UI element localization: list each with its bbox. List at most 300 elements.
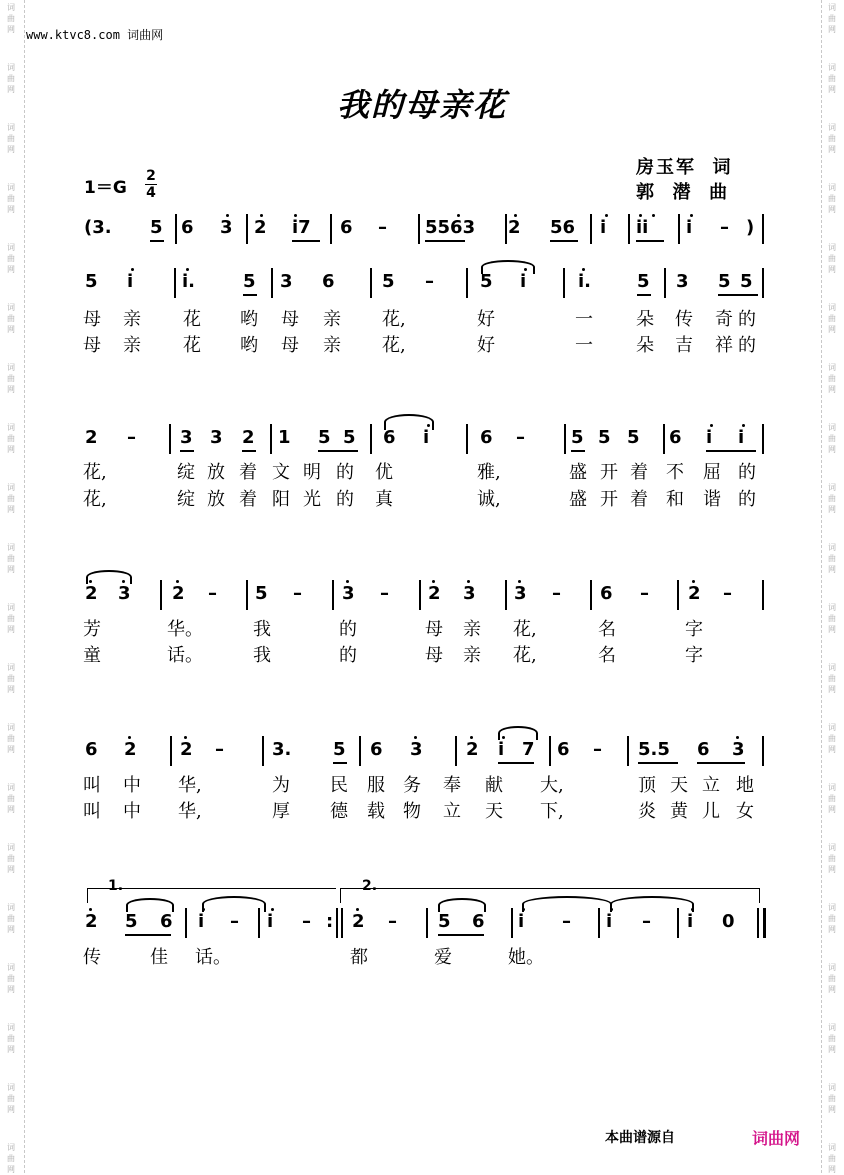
slur-tie	[481, 260, 535, 274]
volta-label-2: 2.	[362, 878, 378, 894]
note: 3	[514, 583, 527, 604]
note: i.	[182, 271, 196, 292]
note: 6	[557, 739, 570, 760]
lyric: 立	[702, 775, 720, 796]
slur-tie	[610, 896, 694, 912]
lyric: 真	[375, 489, 393, 510]
octave-dot	[736, 736, 739, 739]
lyric: 献	[485, 775, 503, 796]
lyric: 亲	[123, 335, 141, 356]
octave-dot	[710, 424, 713, 427]
octave-dot	[690, 214, 693, 217]
note: –	[642, 911, 651, 932]
barline	[419, 580, 421, 610]
note: –	[723, 583, 732, 604]
lyric: 童	[83, 645, 101, 666]
slur-tie	[126, 898, 174, 912]
lyric: 的	[339, 619, 357, 640]
note: 7	[522, 739, 535, 760]
barline	[505, 214, 507, 244]
intro-note: 5563	[425, 217, 476, 238]
barline	[664, 268, 666, 298]
slur-tie	[438, 898, 486, 912]
lyric: 女	[736, 801, 754, 822]
underline-beam	[718, 294, 758, 296]
lyric: 花,	[83, 489, 107, 510]
intro-note: ii	[636, 217, 649, 238]
lyric: 传	[83, 947, 101, 968]
lyric: 盛	[569, 462, 587, 483]
note: 5	[255, 583, 268, 604]
lyric: 的	[738, 462, 756, 483]
intro-note: i	[686, 217, 693, 238]
lyric: 母	[425, 619, 443, 640]
lyric: 字	[685, 619, 703, 640]
underline-beam	[706, 450, 756, 452]
lyric: 着	[239, 462, 257, 483]
lyric: 优	[375, 462, 393, 483]
lyric: 中	[123, 775, 141, 796]
lyric: 芳	[83, 619, 101, 640]
footer-brand[interactable]: 词曲网	[752, 1129, 801, 1148]
lyric: 开	[600, 489, 618, 510]
watermark-text: 词 曲 网	[828, 1143, 836, 1174]
lyric: 我	[253, 645, 271, 666]
lyric: 的	[738, 489, 756, 510]
lyric: 我	[253, 619, 271, 640]
note: 6	[669, 427, 682, 448]
barline	[564, 424, 566, 454]
underline-beam	[571, 450, 585, 452]
lyric: 绽	[177, 489, 195, 510]
lyric: 母	[281, 335, 299, 356]
lyric: 屈	[703, 462, 721, 483]
lyric: 朵	[636, 335, 654, 356]
note: –	[293, 583, 302, 604]
barline	[455, 736, 457, 766]
note: 2	[85, 583, 98, 604]
watermark-text: 词 曲 网	[828, 423, 836, 454]
watermark-text: 词 曲 网	[828, 663, 836, 694]
lyric: 地	[736, 775, 754, 796]
barline	[332, 580, 334, 610]
lyric: 绽	[177, 462, 195, 483]
lyric: 华,	[178, 775, 202, 796]
slur-tie	[384, 414, 434, 430]
lyric: 载	[367, 801, 385, 822]
lyric: 话。	[195, 947, 231, 968]
watermark-text: 词 曲 网	[7, 1143, 15, 1174]
note: 5	[627, 427, 640, 448]
lyric: 叫	[83, 775, 101, 796]
watermark-text: 词 曲 网	[7, 183, 15, 214]
lyric: 奇	[715, 309, 733, 330]
note: i	[738, 427, 745, 448]
intro-note: (3.	[84, 217, 112, 238]
note: 2	[352, 911, 365, 932]
intro-note: )	[746, 217, 755, 238]
note: 6	[160, 911, 173, 932]
note: 2	[180, 739, 193, 760]
barline	[678, 214, 680, 244]
note: i	[267, 911, 274, 932]
note: 5	[125, 911, 138, 932]
slur-tie	[522, 896, 612, 912]
lyric: 母	[83, 309, 101, 330]
key-signature: 1＝G	[84, 178, 127, 198]
lyric: 花,	[83, 462, 107, 483]
barline	[762, 424, 764, 454]
barline	[466, 424, 468, 454]
right-margin-strip	[821, 0, 844, 1173]
lyric: 母	[281, 309, 299, 330]
lyric: 光	[303, 489, 321, 510]
note: 5	[637, 271, 650, 292]
note: –	[552, 583, 561, 604]
watermark-text: 词 曲 网	[828, 303, 836, 334]
octave-dot	[582, 268, 585, 271]
intro-note: 2	[254, 217, 267, 238]
lyric: 炎	[638, 801, 656, 822]
note: 5	[243, 271, 256, 292]
watermark-text: 词 曲 网	[7, 63, 15, 94]
barline	[677, 580, 679, 610]
note: :	[326, 911, 334, 932]
lyric: 放	[207, 462, 225, 483]
lyric: 顶	[638, 775, 656, 796]
watermark-text: 词 曲 网	[828, 603, 836, 634]
lyric: 物	[403, 801, 421, 822]
note: 6	[322, 271, 335, 292]
lyric: 着	[239, 489, 257, 510]
intro-note: 2	[508, 217, 521, 238]
watermark-text: 词 曲 网	[828, 363, 836, 394]
octave-dot	[414, 736, 417, 739]
octave-dot	[294, 214, 297, 217]
note: 3.	[272, 739, 292, 760]
note: –	[593, 739, 602, 760]
barline	[262, 736, 264, 766]
watermark-text: 词 曲 网	[7, 783, 15, 814]
lyric: 的	[339, 645, 357, 666]
time-denominator: 4	[146, 185, 156, 201]
barline	[330, 214, 332, 244]
underline-beam	[637, 294, 651, 296]
lyric: 佳	[150, 947, 168, 968]
barline	[663, 424, 665, 454]
note: –	[215, 739, 224, 760]
intro-note: 5	[150, 217, 163, 238]
octave-dot	[457, 214, 460, 217]
note: 2	[466, 739, 479, 760]
note: 0	[722, 911, 735, 932]
lyric: 阳	[272, 489, 290, 510]
lyric: 天	[670, 775, 688, 796]
watermark-text: 词 曲 网	[7, 303, 15, 334]
octave-dot	[652, 214, 655, 217]
note: 5	[438, 911, 451, 932]
underline-beam	[242, 450, 256, 452]
lyric: 黄	[670, 801, 688, 822]
octave-dot	[356, 908, 359, 911]
lyric: 服	[367, 775, 385, 796]
underline-beam	[318, 450, 358, 452]
barline	[598, 908, 600, 938]
underline-beam	[636, 240, 664, 242]
lyric: 下,	[540, 801, 564, 822]
note: i	[606, 911, 613, 932]
octave-dot	[514, 214, 517, 217]
watermark-text: 词 曲 网	[828, 3, 836, 34]
intro-note: 6	[340, 217, 353, 238]
barline	[628, 214, 630, 244]
note: 2	[428, 583, 441, 604]
barline	[549, 736, 551, 766]
barline	[169, 424, 171, 454]
watermark-text: 词 曲 网	[828, 483, 836, 514]
note: i	[127, 271, 134, 292]
lyric: 亲	[463, 645, 481, 666]
octave-dot	[186, 268, 189, 271]
note: i	[518, 911, 525, 932]
slur-tie	[498, 726, 538, 740]
lyric: 诚,	[477, 489, 501, 510]
footer-source-label: 本曲谱源自	[605, 1130, 675, 1146]
barline	[762, 736, 764, 766]
barline	[466, 268, 468, 298]
watermark-text: 词 曲 网	[828, 723, 836, 754]
barline	[426, 908, 428, 938]
watermark-text: 词 曲 网	[7, 243, 15, 274]
watermark-text: 词 曲 网	[7, 603, 15, 634]
barline	[762, 580, 764, 610]
watermark-text: 词 曲 网	[7, 843, 15, 874]
note: i.	[578, 271, 592, 292]
watermark-text: 词 曲 网	[7, 123, 15, 154]
lyric: 亲	[123, 309, 141, 330]
lyric: 雅,	[477, 462, 501, 483]
underline-beam	[292, 240, 320, 242]
lyric: 的	[336, 462, 354, 483]
barline	[763, 908, 766, 938]
watermark-text: 词 曲 网	[828, 123, 836, 154]
octave-dot	[271, 908, 274, 911]
barline	[246, 580, 248, 610]
note: 5.5	[638, 739, 670, 760]
lyric: 传	[675, 309, 693, 330]
octave-dot	[226, 214, 229, 217]
octave-dot	[131, 268, 134, 271]
watermark-text: 词 曲 网	[828, 783, 836, 814]
lyric: 和	[666, 489, 684, 510]
barline	[160, 580, 162, 610]
time-signature	[145, 168, 157, 201]
barline	[359, 736, 361, 766]
barline	[175, 214, 177, 244]
note: 5	[598, 427, 611, 448]
note: 2	[124, 739, 137, 760]
intro-note: 56	[550, 217, 576, 238]
lyric: 务	[403, 775, 421, 796]
note: 6	[600, 583, 613, 604]
barline	[258, 908, 260, 938]
note: –	[562, 911, 571, 932]
lyric: 开	[600, 462, 618, 483]
note: 2	[688, 583, 701, 604]
watermark-text: 词 曲 网	[7, 363, 15, 394]
lyric: 为	[272, 775, 290, 796]
lyric: 亲	[463, 619, 481, 640]
note: 3	[410, 739, 423, 760]
lyric: 爱	[434, 947, 452, 968]
underline-beam	[697, 762, 745, 764]
barline	[762, 214, 764, 244]
barline	[341, 908, 343, 938]
lyric: 的	[738, 309, 756, 330]
barline	[370, 268, 372, 298]
octave-dot	[346, 580, 349, 583]
note: 3	[463, 583, 476, 604]
note: 5	[85, 271, 98, 292]
note: 1	[278, 427, 291, 448]
lyric: 哟	[240, 335, 258, 356]
note: 2	[242, 427, 255, 448]
slur-tie	[86, 570, 132, 584]
lyricist-credit: 房玉军 词	[636, 157, 733, 178]
volta-label-1: 1.	[108, 878, 124, 894]
underline-beam	[180, 450, 194, 452]
watermark-text: 词 曲 网	[7, 483, 15, 514]
watermark-text: 词 曲 网	[828, 963, 836, 994]
watermark-text: 词 曲 网	[828, 1083, 836, 1114]
barline	[627, 736, 629, 766]
note: i	[198, 911, 205, 932]
watermark-text: 词 曲 网	[7, 903, 15, 934]
barline	[170, 736, 172, 766]
lyric: 德	[330, 801, 348, 822]
barline	[590, 580, 592, 610]
octave-dot	[467, 580, 470, 583]
underline-beam	[425, 240, 465, 242]
octave-dot	[605, 214, 608, 217]
lyric: 花,	[513, 645, 537, 666]
note: 5	[382, 271, 395, 292]
lyric: 吉	[675, 335, 693, 356]
lyric: 花,	[382, 309, 406, 330]
note: 3	[342, 583, 355, 604]
lyric: 明	[303, 462, 321, 483]
octave-dot	[89, 908, 92, 911]
barline	[418, 214, 420, 244]
note: 6	[697, 739, 710, 760]
lyric: 好	[477, 309, 495, 330]
barline	[563, 268, 565, 298]
barline	[757, 908, 759, 938]
intro-note: i	[600, 217, 607, 238]
watermark-text: 词 曲 网	[7, 543, 15, 574]
barline	[590, 214, 592, 244]
underline-beam	[638, 762, 678, 764]
note: –	[516, 427, 525, 448]
lyric: 她。	[508, 947, 544, 968]
watermark-text: 词 曲 网	[828, 1023, 836, 1054]
lyric: 谐	[703, 489, 721, 510]
octave-dot	[176, 580, 179, 583]
octave-dot	[742, 424, 745, 427]
watermark-text: 词 曲 网	[828, 63, 836, 94]
lyric: 哟	[240, 309, 258, 330]
lyric: 中	[123, 801, 141, 822]
note: 2	[85, 911, 98, 932]
lyric: 不	[666, 462, 684, 483]
note: 5	[740, 271, 753, 292]
intro-note: i7	[292, 217, 311, 238]
lyric: 名	[598, 619, 616, 640]
intro-note: 3	[220, 217, 233, 238]
barline	[185, 908, 187, 938]
note: i	[706, 427, 713, 448]
watermark-text: 词 曲 网	[7, 1083, 15, 1114]
note: i	[520, 271, 527, 292]
underline-beam	[550, 240, 578, 242]
lyric: 大,	[540, 775, 564, 796]
octave-dot	[260, 214, 263, 217]
watermark-text: 词 曲 网	[7, 3, 15, 34]
barline	[505, 580, 507, 610]
barline	[677, 908, 679, 938]
octave-dot	[432, 580, 435, 583]
lyric: 着	[630, 462, 648, 483]
octave-dot	[470, 736, 473, 739]
note: –	[208, 583, 217, 604]
note: –	[230, 911, 239, 932]
lyric: 名	[598, 645, 616, 666]
note: 3	[210, 427, 223, 448]
octave-dot	[692, 580, 695, 583]
lyric: 花	[183, 309, 201, 330]
note: 5	[343, 427, 356, 448]
note: –	[425, 271, 434, 292]
site-url[interactable]: www.ktvc8.com 词曲网	[26, 28, 164, 42]
lyric: 亲	[323, 335, 341, 356]
octave-dot	[518, 580, 521, 583]
underline-beam	[333, 762, 347, 764]
watermark-text: 词 曲 网	[7, 1023, 15, 1054]
lyric: 亲	[323, 309, 341, 330]
watermark-text: 词 曲 网	[7, 423, 15, 454]
lyric: 一	[575, 335, 593, 356]
note: 5	[571, 427, 584, 448]
lyric: 母	[425, 645, 443, 666]
note: 5	[480, 271, 493, 292]
lyric: 的	[336, 489, 354, 510]
underline-beam	[498, 762, 534, 764]
note: i	[498, 739, 505, 760]
note: 5	[718, 271, 731, 292]
watermark-text: 词 曲 网	[7, 963, 15, 994]
note: 5	[318, 427, 331, 448]
barline	[762, 268, 764, 298]
lyric: 着	[630, 489, 648, 510]
left-margin-strip	[0, 0, 25, 1173]
barline	[174, 268, 176, 298]
lyric: 一	[575, 309, 593, 330]
note: i	[687, 911, 694, 932]
watermark-text: 词 曲 网	[828, 843, 836, 874]
intro-note: –	[378, 217, 387, 238]
note: 3	[118, 583, 131, 604]
note: –	[388, 911, 397, 932]
